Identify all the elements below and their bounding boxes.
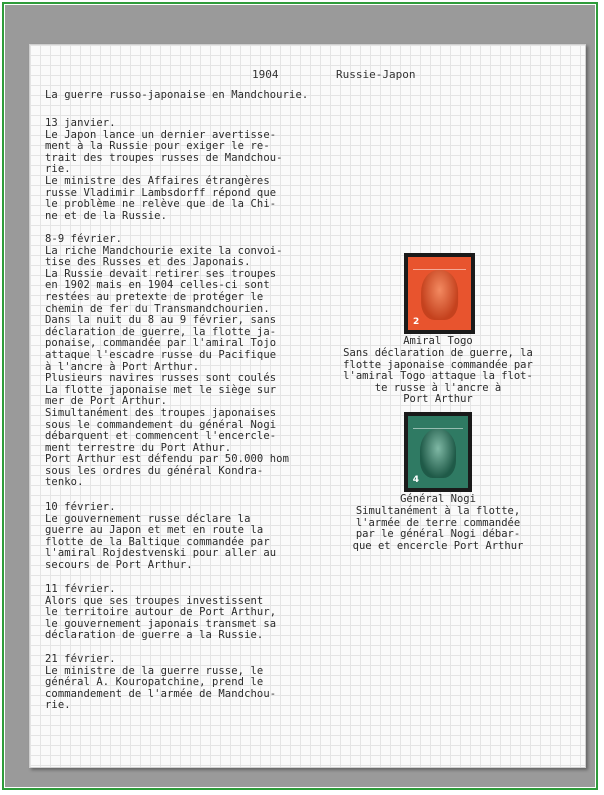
- header-year: 1904: [252, 68, 279, 81]
- stamp-togo: [404, 253, 475, 334]
- section-jan13: 13 janvier. Le Japon lance un dernier avertisse- ment à la Russie pour exiger le re- trait des troupes russes de Mandchou- rie. Le ministre des Affaires étrangères russe Vladimir Lambsdorff répond que le problème ne relève que de la Chi- ne et de la Russie.: [45, 117, 283, 222]
- section-feb21: 21 février. Le ministre de la guerre russe, le général A. Kouropatchine, prend le commandement de l'armée de Mandchou- rie.: [45, 653, 277, 712]
- stamp-nogi: [404, 412, 472, 492]
- stamp-togo-caption-text: Sans déclaration de guerre, la flotte japonaise commandée par l'amiral Togo attaque la flot- te russe à l'ancre à Port Arthur: [343, 347, 533, 406]
- section-feb89: 8-9 février. La riche Mandchourie exite la convoi- tise des Russes et des Japonais. La Russie devait retirer ses troupes en 1902 mais en 1904 celles-ci sont restées au pretexte de protéger le chemin de fer du Transmandchourien. Dans la nuit du 8 au 9 février, sans déclaration de guerre, la flotte ja- ponaise, commandée par l'amiral Tojo attaque l'escadre russe du Pacifique à l'ancre à Port Arthur. Plusieurs navires russes sont coulés La flotte japonaise met le siège sur mer de Port Arthur. Simultanément des troupes japonaises sous le commandement du général Nogi débarquent et commencent l'encercle- ment terrestre du Port Athur. Port Arthur est défendu par 50.000 hom sous les ordres du général Kondra- tenko.: [45, 233, 290, 489]
- stamp-togo-value: 2: [413, 317, 420, 328]
- section-feb11: 11 février. Alors que ses troupes investissent le territoire autour de Port Arthur, le gouvernement japonais transmet sa déclaration de guerre a la Russie.: [45, 583, 277, 642]
- stamp-nogi-design: [408, 416, 468, 488]
- stamp-togo-design: [408, 257, 471, 330]
- header-place: Russie-Japon: [336, 68, 416, 81]
- stamp-nogi-value: 4: [412, 475, 420, 486]
- section-feb10: 10 février. Le gouvernement russe déclare la guerre au Japon et met en route la flotte de la Baltique commandée par l'amiral Rojdestvenski pour aller au secours de Port Arthur.: [45, 501, 277, 571]
- page-title: La guerre russo-japonaise en Mandchourie.: [45, 89, 309, 101]
- stamp-togo-caption-title: Amiral Togo: [403, 335, 473, 347]
- stamp-togo-portrait: [421, 270, 459, 320]
- stamp-nogi-portrait: [420, 429, 456, 478]
- stamp-togo-inscription: [413, 261, 466, 269]
- stamp-nogi-inscription: [413, 420, 463, 428]
- stamp-nogi-caption-title: Général Nogi: [400, 493, 476, 505]
- stamp-nogi-caption-text: Simultanément à la flotte, l'armée de terre commandée par le général Nogi débar- que et encercle Port Arthur: [352, 505, 524, 552]
